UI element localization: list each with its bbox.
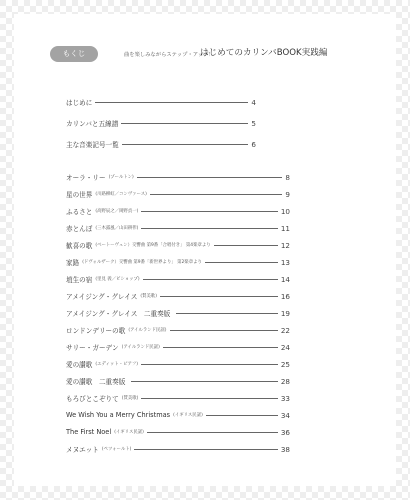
- leader-line: [141, 211, 278, 212]
- leader-line: [134, 449, 277, 450]
- entry-credit: (アイルランド民謡): [121, 345, 160, 350]
- entry-title: 赤とんぼ: [66, 225, 93, 233]
- page-number: 14: [280, 274, 290, 284]
- entry-credit: (ドヴォルザーク）交響曲 第9番「新世界より」 第2楽章より: [82, 260, 202, 265]
- page-number: 10: [280, 206, 290, 216]
- toc-entry[interactable]: [66, 204, 290, 218]
- entry-credit: (プールトン): [108, 175, 134, 180]
- toc-entry[interactable]: [66, 374, 290, 388]
- toc-entry[interactable]: [66, 187, 290, 201]
- leader-line: [122, 144, 249, 145]
- entry-title: 愛の讃歌: [66, 361, 93, 369]
- leader-line: [150, 194, 283, 195]
- toc-entry[interactable]: [66, 255, 290, 269]
- toc-entry[interactable]: [66, 95, 256, 109]
- entry-credit: (川路柳虹／コンヴァース): [95, 192, 147, 197]
- page-number: 33: [280, 393, 290, 403]
- page-number: 28: [280, 376, 290, 386]
- entry-credit: (アイルランド民謡): [128, 328, 167, 333]
- entry-title: アメイジング・グレイス: [66, 293, 138, 301]
- page-number: 12: [280, 240, 290, 250]
- entry-credit: (エディット・ピアフ): [95, 362, 138, 367]
- entry-title: 主な音楽記号一覧: [66, 141, 119, 149]
- entry-title: カリンバと五線譜: [66, 120, 119, 128]
- page-number: 34: [280, 410, 290, 420]
- entry-credit: (イギリス民謡): [173, 413, 203, 418]
- toc-entry[interactable]: [66, 425, 290, 439]
- entry-title: サリー・ガーデン: [66, 344, 119, 352]
- leader-line: [176, 313, 278, 314]
- entry-credit: (賛美歌): [140, 294, 157, 299]
- entry-title: 歓喜の歌: [66, 242, 93, 250]
- leader-line: [131, 381, 278, 382]
- entry-title: ロンドンデリーの歌: [66, 327, 126, 335]
- entry-credit: (賛美歌): [121, 396, 139, 401]
- toc-entry[interactable]: [66, 306, 290, 320]
- toc-entry[interactable]: [66, 442, 290, 456]
- entry-title: アメイジング・グレイス 二重奏版: [66, 310, 171, 318]
- page-number: 11: [280, 223, 290, 233]
- leader-line: [141, 364, 278, 365]
- page-number: 19: [280, 308, 290, 318]
- leader-line: [214, 245, 278, 246]
- leader-line: [141, 228, 278, 229]
- entry-title: 星の世界: [66, 191, 93, 199]
- entry-credit: (イギリス民謡): [114, 430, 144, 435]
- page-number: 25: [280, 359, 290, 369]
- leader-line: [121, 123, 248, 124]
- page-number: 6: [251, 139, 256, 149]
- toc-entry[interactable]: [66, 170, 290, 184]
- entry-title: 家路: [66, 259, 80, 267]
- toc-entry[interactable]: [66, 408, 290, 422]
- page-number: 22: [280, 325, 290, 335]
- entry-credit: (三木露風／山田耕筰): [95, 226, 139, 231]
- entry-title: オーラ・リー: [66, 174, 106, 182]
- page-number: 38: [280, 444, 290, 454]
- leader-line: [205, 262, 278, 263]
- entry-title: We Wish You a Merry Christmas: [66, 411, 171, 419]
- entry-credit: (里見 義／ビショップ): [95, 277, 140, 282]
- page-number: 36: [280, 427, 290, 437]
- page-number: 5: [251, 118, 256, 128]
- entry-title: はじめに: [66, 99, 93, 107]
- entry-title: The First Noel: [66, 428, 112, 436]
- entry-credit: (ベートーヴェン）交響曲 第9番「合唱付き」 第4楽章より: [95, 243, 211, 248]
- page-number: 8: [285, 172, 290, 182]
- toc-entry[interactable]: [66, 340, 290, 354]
- toc-entry[interactable]: [66, 116, 256, 130]
- leader-line: [141, 398, 277, 399]
- leader-line: [137, 177, 283, 178]
- toc-entry[interactable]: [66, 238, 290, 252]
- entry-title: 愛の讃歌 二重奏版: [66, 378, 126, 386]
- leader-line: [95, 102, 248, 103]
- entry-title: ふるさと: [66, 208, 93, 216]
- leader-line: [160, 296, 278, 297]
- leader-line: [147, 432, 278, 433]
- page-number: 16: [280, 291, 290, 301]
- toc-entry[interactable]: [66, 272, 290, 286]
- entry-credit: (高野辰之／岡野貞一): [95, 209, 139, 214]
- entry-title: もろびとこぞりて: [66, 395, 119, 403]
- leader-line: [170, 330, 278, 331]
- page-title: はじめてのカリンバBOOK実践編: [200, 48, 328, 58]
- toc-entry[interactable]: [66, 391, 290, 405]
- entry-title: 埴生の宿: [66, 276, 93, 284]
- toc-badge: もくじ: [50, 46, 98, 62]
- leader-line: [163, 347, 278, 348]
- page-number: 13: [280, 257, 290, 267]
- toc-entry[interactable]: [66, 323, 290, 337]
- toc-entry[interactable]: [66, 137, 256, 151]
- toc-entry[interactable]: [66, 357, 290, 371]
- leader-line: [143, 279, 278, 280]
- leader-line: [206, 415, 278, 416]
- page-number: 9: [285, 189, 290, 199]
- toc-entry[interactable]: [66, 221, 290, 235]
- entry-title: メヌエット: [66, 446, 99, 454]
- page-number: 4: [251, 97, 256, 107]
- toc-entry[interactable]: [66, 289, 290, 303]
- entry-credit: (ペツォールト): [101, 447, 132, 452]
- page-subtitle: 曲を楽しみながらステップ・アップ！: [124, 52, 214, 58]
- page-number: 24: [280, 342, 290, 352]
